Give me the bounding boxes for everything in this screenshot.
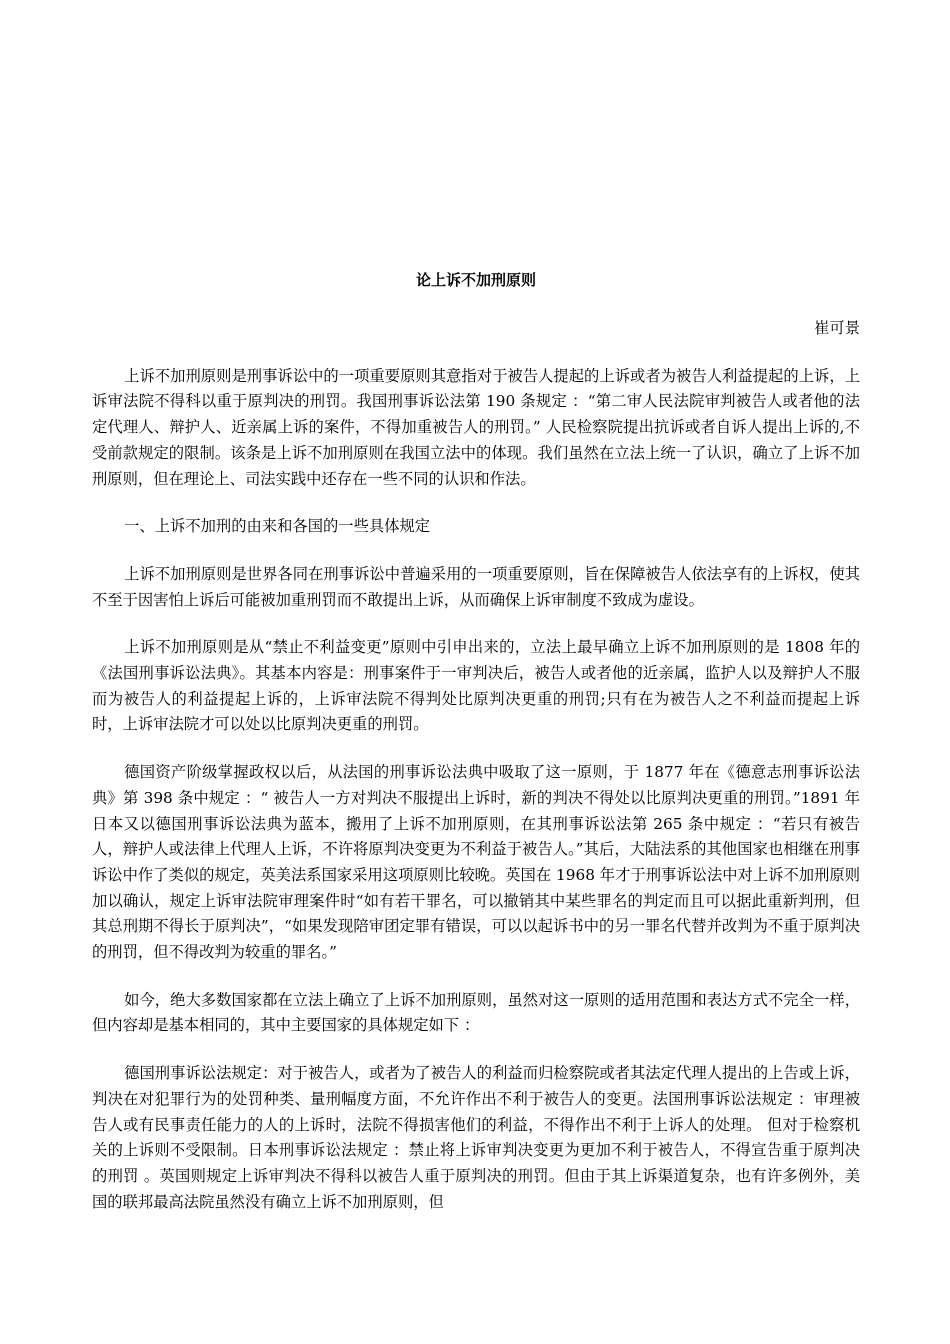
paragraph: 上诉不加刑原则是从“禁止不利益变更”原则中引申出来的，立法上最早确立上诉不加刑原则的是 1808 年的《法国刑事诉讼法典》。其基本内容是：刑事案件于一审判决后，被告人或者他的近亲属，监护人以及辩护人不服而为被告人的利益提起上诉的，上诉审法院不得判处比原判决更重的刑罚;只有在为被告人之不利益而提起上诉时，上诉审法院才可以处以比原判决更重的刑罚。	[92, 638, 860, 734]
document-body	[92, 268, 860, 1237]
paragraph: 上诉不加刑原则是世界各同在刑事诉讼中普遍采用的一项重要原则，旨在保障被告人依法享有的上诉权，使其不至于因害怕上诉后可能被加重刑罚而不敢提出上诉，从而确保上诉审制度不致成为虚设。	[92, 564, 860, 609]
paragraph: 如今，绝大多数国家都在立法上确立了上诉不加刑原则，虽然对这一原则的适用范围和表达方式不完全一样，但内容却是基本相同的，其中主要国家的具体规定如下 ：	[92, 990, 860, 1035]
document-author: 崔可景	[814, 319, 860, 337]
paragraph: 德国资产阶级掌握政权以后，从法国的刑事诉讼法典中吸取了这一原则，于 1877 年在《德意志刑事诉讼法典》第 398 条中规定 ：“ 被告人一方对判决不服提出上诉时，新的判决不得处以比原判决更重的刑罚。”1891 年日本又以德国刑事诉讼法典为蓝本，搬用了上诉不加刑原则，在其刑事诉讼法第 265 条中规定 ：“若只有被告人，辩护人或法律上代理人上诉，不许将原判决变更为不利益于被告人。”其后，大陆法系的其他国家也相继在刑事诉讼中作了类似的规定，英美法系国家采用这项原则比较晚。英国在 1968 年才于刑事诉讼法中对上诉不加刑原则加以确认，规定上诉审法院审理案件时“如有若干罪名，可以撤销其中某些罪名的判定而且可以据此重新判刑，但其总刑期不得长于原判决”，“如果发现陪审团定罪有错误，可以以起诉书中的另一罪名代替并改判为不重于原判决的刑罚，但不得改判为较重的罪名。”	[92, 763, 860, 962]
document-title: 论上诉不加刑原则	[415, 271, 536, 289]
paragraph-intro: 上诉不加刑原则是刑事诉讼中的一项重要原则其意指对于被告人提起的上诉或者为被告人利益提起的上诉，上诉审法院不得科以重于原判决的刑罚。我国刑事诉讼法第 190 条规定 ：“第二审人民法院审判被告人或者他的法定代理人、辩护人、近亲属上诉的案件，不得加重被告人的刑罚。” 人民检察院提出抗诉或者自诉人提出上诉的,不受前款规定的限制。该条是上诉不加刑原则在我国立法中的体现。我们虽然在立法上统一了认识，确立了上诉不加刑原则，但在理论上、司法实践中还存在一些不同的认识和作法。	[92, 366, 860, 488]
section-heading: 一、上诉不加刑的由来和各国的一些具体规定	[124, 517, 431, 536]
paragraph: 德国刑事诉讼法规定：对于被告人，或者为了被告人的利益而归检察院或者其法定代理人提出的上告或上诉，判决在对犯罪行为的处罚种类、量刑幅度方面，不允许作出不利于被告人的变更。法国刑事诉讼法规定 ：审理被告人或有民事责任能力的人的上诉时，法院不得损害他们的利益，不得作出不利于上诉人的处理。 但对于检察机关的上诉则不受限制。日本刑事诉讼法规定 ：禁止将上诉审判决变更为更加不利于被告人，不得宣告重于原判决的刑罚 。英国则规定上诉审判决不得科以被告人重于原判决的刑罚。但由于其上诉渠道复杂，也有许多例外，美国的联邦最高法院虽然没有确立上诉不加刑原则，但	[92, 1064, 860, 1211]
